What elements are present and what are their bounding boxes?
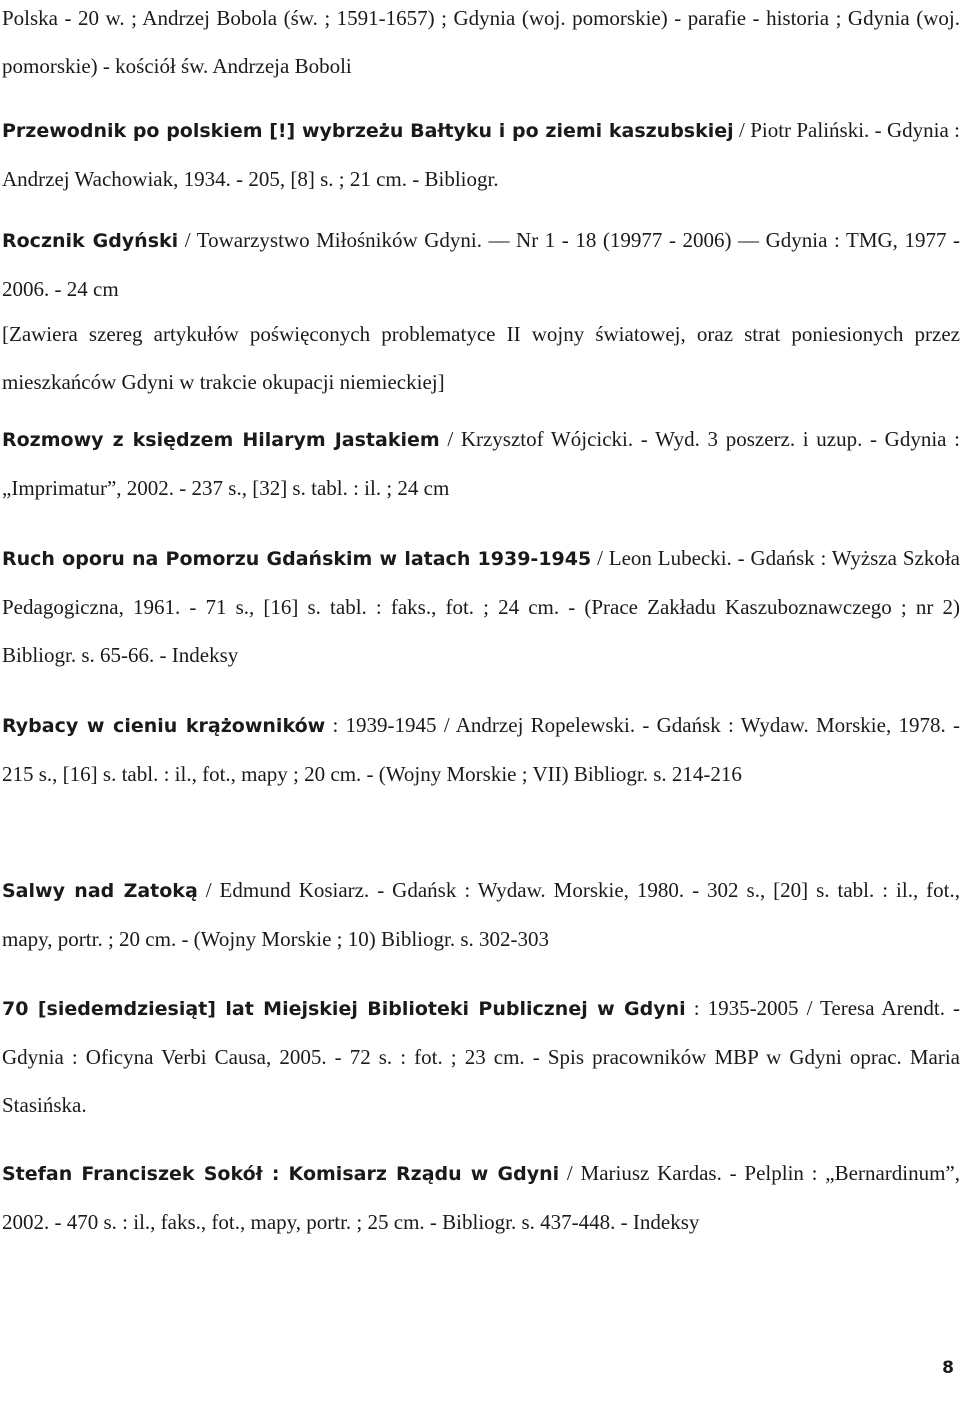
entry-title: Rocznik Gdyński bbox=[2, 230, 179, 252]
entry-description: Polska - 20 w. ; Andrzej Bobola (św. ; 1591-1657) ; Gdynia (woj. pomorskie) - parafie - historia ; Gdynia (woj. pomorskie) - kościół św. Andrzeja Boboli bbox=[2, 6, 960, 78]
bibliography-entry bbox=[2, 415, 960, 512]
entry-description: / Krzysztof Wójcicki. - Wyd. 3 poszerz. i uzup. - Gdynia : „Imprimatur”, 2002. - 237 s., [32] s. tabl. : il. ; 24 cm bbox=[2, 427, 960, 500]
bibliography-entry bbox=[2, 534, 960, 679]
entry-description: : 1939-1945 / Andrzej Ropelewski. - Gdańsk : Wydaw. Morskie, 1978. - 215 s., [16] s. tabl. : il., fot., mapy ; 20 cm. - (Wojny Morskie ; VII) Bibliogr. s. 214-216 bbox=[2, 713, 960, 786]
bibliography-entry bbox=[2, 866, 960, 963]
entry-title: Ruch oporu na Pomorzu Gdańskim w latach 1939-1945 bbox=[2, 548, 592, 570]
bibliography-entry bbox=[2, 106, 960, 203]
entry-description: / Edmund Kosiarz. - Gdańsk : Wydaw. Morskie, 1980. - 302 s., [20] s. tabl. : il., fot., mapy, portr. ; 20 cm. - (Wojny Morskie ; 10) Bibliogr. s. 302-303 bbox=[2, 878, 960, 951]
entry-description: / Towarzystwo Miłośników Gdyni. — Nr 1 - 18 (19977 - 2006) — Gdynia : TMG, 1977 - 2006. - 24 cm bbox=[2, 228, 960, 301]
entry-description: / Piotr Paliński. - Gdynia : Andrzej Wachowiak, 1934. - 205, [8] s. ; 21 cm. - Bibliogr. bbox=[2, 118, 960, 191]
entry-description: / Leon Lubecki. - Gdańsk : Wyższa Szkoła Pedagogiczna, 1961. - 71 s., [16] s. tabl. : faks., fot. ; 24 cm. - (Prace Zakładu Kaszuboznawczego ; nr 2) Bibliogr. s. 65-66. - Indeksy bbox=[2, 546, 960, 667]
bibliography-entry bbox=[2, 216, 960, 313]
entry-title: Przewodnik po polskiem [!] wybrzeżu Bałtyku i po ziemi kaszubskiej bbox=[2, 120, 734, 142]
entry-note bbox=[2, 310, 960, 406]
entry-title: Salwy nad Zatoką bbox=[2, 880, 198, 902]
entry-title: Stefan Franciszek Sokół : Komisarz Rządu w Gdyni bbox=[2, 1163, 560, 1185]
entry-title: Rozmowy z księdzem Hilarym Jastakiem bbox=[2, 429, 440, 451]
entry-title: 70 [siedemdziesiąt] lat Miejskiej Biblioteki Publicznej w Gdyni bbox=[2, 998, 686, 1020]
entry-description: : 1935-2005 / Teresa Arendt. - Gdynia : Oficyna Verbi Causa, 2005. - 72 s. : fot. ; 23 cm. - Spis pracowników MBP w Gdyni oprac. Maria Stasińska. bbox=[2, 996, 960, 1117]
bibliography-entry bbox=[2, 1149, 960, 1246]
entry-title: Rybacy w cieniu krążowników bbox=[2, 715, 326, 737]
entry-description: [Zawiera szereg artykułów poświęconych problematyce II wojny światowej, oraz strat poniesionych przez mieszkańców Gdyni w trakcie okupacji niemieckiej] bbox=[2, 322, 960, 394]
subject-headings bbox=[2, 0, 960, 90]
bibliography-entry bbox=[2, 984, 960, 1129]
page-number: 8 bbox=[942, 1358, 954, 1378]
entry-description: / Mariusz Kardas. - Pelplin : „Bernardinum”, 2002. - 470 s. : il., faks., fot., mapy, portr. ; 25 cm. - Bibliogr. s. 437-448. - Indeksy bbox=[2, 1161, 960, 1234]
bibliography-entry bbox=[2, 701, 960, 798]
